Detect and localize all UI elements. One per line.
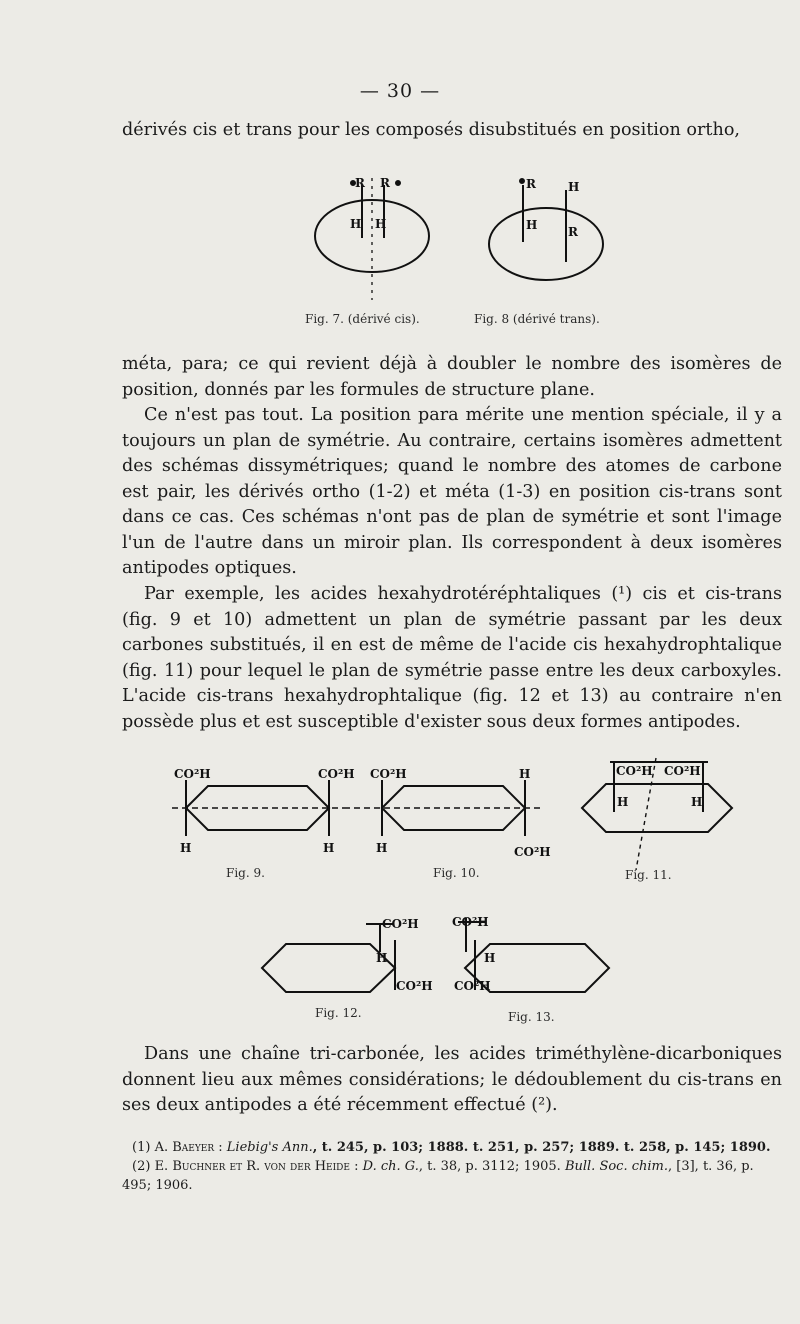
fig7-label-r-right: R xyxy=(380,176,390,190)
fig12-caption: Fig. 12. xyxy=(315,1006,362,1020)
fig11-label-co2h-right: CO²H xyxy=(664,764,701,778)
fig8-label-h-bottom: H xyxy=(526,218,538,232)
fig10-label-co2h-top: CO²H xyxy=(370,767,407,781)
fig7-label-h-right: H xyxy=(375,217,387,231)
fig10-label-h-top: H xyxy=(519,767,531,781)
intro-line: dérivés cis et trans pour les composés disubstitués en position ortho, xyxy=(122,120,740,140)
fig11-caption: Fig. 11. xyxy=(625,868,672,882)
fig9-label-co2h-left: CO²H xyxy=(174,767,211,781)
fig9-label-h-left: H xyxy=(180,841,192,855)
fig13-caption: Fig. 13. xyxy=(508,1010,555,1024)
footnotes xyxy=(122,1138,782,1195)
fig8-label-r-bottom: R xyxy=(568,225,578,239)
fig13-label-co2h-top: CO²H xyxy=(452,915,489,929)
fig10-caption: Fig. 10. xyxy=(433,866,480,880)
fig10-label-co2h-bottom: CO²H xyxy=(514,845,551,859)
fig7-caption: Fig. 7. (dérivé cis). xyxy=(305,312,420,326)
paragraph-3: Par exemple, les acides hexahydrotéréphtaliques (¹) cis et cis-trans (fig. 9 et 10) admettent un plan de symétrie passant par les deux carbones substitués, il en est de même de l'acide cis hexahydrophtalique (fig. 11) pour lequel le plan de symétrie passe entre les deux carboxyles. L'acide cis-trans hexahydrophtalique (fig. 12 et 13) au contraire n'en possède plus et est susceptible d'exister sous deux formes antipodes. xyxy=(122,584,782,732)
fig12-label-h: H xyxy=(376,951,388,965)
fig7-label-r-left: R xyxy=(355,176,365,190)
fig8-caption: Fig. 8 (dérivé trans). xyxy=(474,312,600,326)
fig9-caption: Fig. 9. xyxy=(226,866,265,880)
fig13-label-h: H xyxy=(484,951,496,965)
fig12-label-co2h-bottom: CO²H xyxy=(396,979,433,993)
page-number: — 30 — xyxy=(359,80,441,102)
paragraph-2: Ce n'est pas tout. La position para mérite une mention spéciale, il y a toujours un plan de symétrie. Au contraire, certains isomères admettent des schémas dissymétriques; quand le nombre des atomes de carbone est pair, les dérivés ortho (1-2) et méta (1-3) en position cis-trans sont dans ce cas. Ces schémas n'ont pas de plan de symétrie et sont l'image l'un de l'autre dans un miroir plan. Ils correspondent à deux isomères antipodes optiques. xyxy=(122,405,782,578)
fig11-label-co2h-left: CO²H xyxy=(616,764,653,778)
fig8-label-h-top: H xyxy=(568,180,580,194)
paragraph-1: méta, para; ce qui revient déjà à doubler le nombre des isomères de position, donnés par les formules de structure plane. xyxy=(122,354,782,400)
fig9-label-h-right: H xyxy=(323,841,335,855)
footnote-2: (2) E. Buchner et R. von der Heide : D. ch. G., t. 38, p. 3112; 1905. Bull. Soc. chim., [3], t. 36, p. 495; 1906. xyxy=(122,1159,754,1193)
fig7-label-h-left: H xyxy=(350,217,362,231)
fig9-label-co2h-right: CO²H xyxy=(318,767,355,781)
fig13-label-co2h-bottom: CO²H xyxy=(454,979,491,993)
paragraph-4: Dans une chaîne tri-carbonée, les acides triméthylène-dicarboniques donnent lieu aux mêmes considérations; le dédoublement du cis-trans en ses deux antipodes a été récemment effectué (²). xyxy=(122,1044,782,1115)
fig12-label-co2h-top: CO²H xyxy=(382,917,419,931)
fig10-label-h-bottom: H xyxy=(376,841,388,855)
fig11-label-h-left: H xyxy=(617,795,629,809)
footnote-1: (1) A. Baeyer : Liebig's Ann., t. 245, p. 103; 1888. t. 251, p. 257; 1889. t. 258, p. 145; 1890. xyxy=(132,1140,771,1155)
fig11-label-h-right: H xyxy=(691,795,703,809)
fig8-label-r-top: R xyxy=(526,177,536,191)
